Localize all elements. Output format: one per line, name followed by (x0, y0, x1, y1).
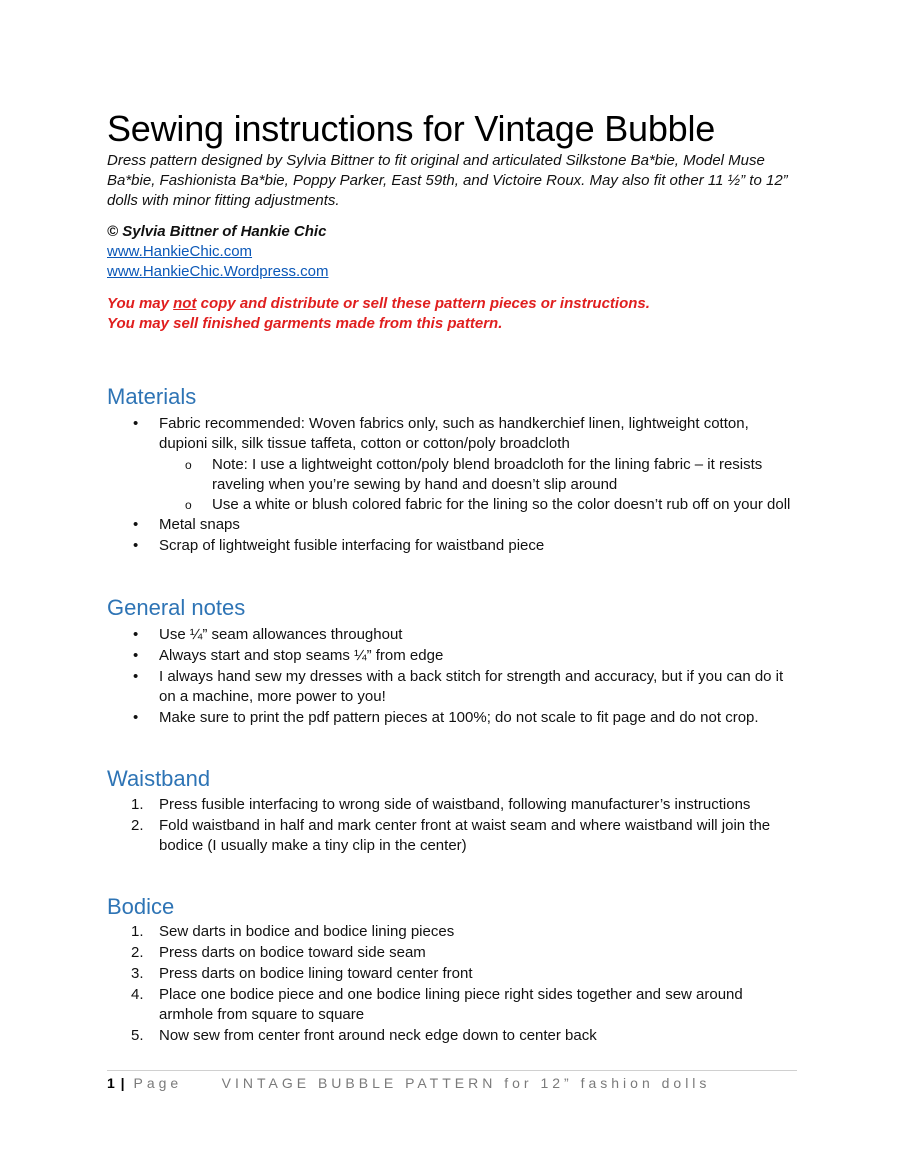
list-item-text: Sew darts in bodice and bodice lining pieces (159, 923, 455, 940)
list-item-text: Press darts on bodice lining toward center front (159, 965, 473, 982)
footer-divider (107, 1070, 797, 1071)
warning-line1-pre: You may (107, 295, 174, 312)
waistband-steps (107, 795, 797, 857)
list-item-text: Fold waistband in half and mark center front at waist seam and where waistband will join the bodice (I usually make a tiny clip in the center) (159, 817, 771, 854)
list-item: 1. Sew darts in bodice and bodice lining pieces (131, 923, 455, 940)
list-item-text: Scrap of lightweight fusible interfacing for waistband piece (159, 537, 545, 554)
list-item: • Make sure to print the pdf pattern pieces at 100%; do not scale to fit page and do not crop. (133, 709, 759, 726)
list-item: 4. Place one bodice piece and one bodice lining piece right sides together and sew around armhole from square to square (131, 986, 743, 1023)
materials-heading: Materials (107, 384, 197, 409)
copyright-line: © Sylvia Bittner of Hankie Chic (107, 223, 327, 240)
materials-list (107, 414, 797, 557)
waistband-heading: Waistband (107, 766, 211, 791)
warning-line2: You may sell finished garments made from this pattern. (107, 315, 503, 332)
page-word: Page (133, 1075, 183, 1091)
list-item-text: Press fusible interfacing to wrong side of waistband, following manufacturer’s instructions (159, 796, 751, 813)
blog-link[interactable]: www.HankieChic.Wordpress.com (107, 263, 329, 280)
list-item: 2. Fold waistband in half and mark center front at waist seam and where waistband will join the bodice (I usually make a tiny clip in the center) (131, 817, 771, 854)
sub-list-item: o Use a white or blush colored fabric for the lining so the color doesn’t rub off on your doll (185, 496, 791, 513)
bodice-steps (107, 922, 797, 1047)
footer-title: VINTAGE BUBBLE PATTERN for 12” fashion dolls (221, 1075, 711, 1091)
list-item: • Always start and stop seams ¼” from edge (133, 647, 444, 664)
copyright-warning (107, 294, 650, 334)
list-item-text: Use ¼” seam allowances throughout (159, 626, 403, 643)
list-item: • I always hand sew my dresses with a back stitch for strength and accuracy, but if you can do it on a machine, more power to you! (133, 668, 784, 705)
list-item-text: Always start and stop seams ¼” from edge (159, 647, 444, 664)
list-item: • Scrap of lightweight fusible interfacing for waistband piece (133, 537, 545, 554)
list-item-text: Use a white or blush colored fabric for the lining so the color doesn’t rub off on your doll (212, 496, 791, 513)
list-item: 1. Press fusible interfacing to wrong side of waistband, following manufacturer’s instructions (131, 796, 751, 813)
list-item-text: Note: I use a lightweight cotton/poly blend broadcloth for the lining fabric – it resists raveling when you’re sewing by hand and doesn’t slip around (212, 456, 763, 493)
list-item-text: Press darts on bodice toward side seam (159, 944, 426, 961)
list-item-text: Place one bodice piece and one bodice lining piece right sides together and sew around armhole from square to square (159, 986, 743, 1023)
warning-not: not (173, 295, 197, 312)
list-item-text: Make sure to print the pdf pattern pieces at 100%; do not scale to fit page and do not crop. (159, 709, 759, 726)
list-item-text: I always hand sew my dresses with a back stitch for strength and accuracy, but if you can do it on a machine, more power to you! (159, 668, 784, 705)
bodice-heading: Bodice (107, 894, 175, 919)
list-item-text: Fabric recommended: Woven fabrics only, such as handkerchief linen, lightweight cotton, dupioni silk, silk tissue taffeta, cotton or cotton/poly broadcloth (159, 415, 749, 452)
list-item: 3. Press darts on bodice lining toward center front (131, 965, 473, 982)
document-title: Sewing instructions for Vintage Bubble (107, 108, 716, 149)
document-subtitle: Dress pattern designed by Sylvia Bittner to fit original and articulated Silkstone Ba*bie, Model Muse Ba*bie, Fashionista Ba*bie, Poppy Parker, East 59th, and Victoire Roux. May also fit other 11 ½” to 12” dolls with minor fitting adjustments. (107, 152, 788, 209)
page-footer (107, 1074, 710, 1092)
list-item: 5. Now sew from center front around neck edge down to center back (131, 1027, 597, 1044)
page-number: 1 | (107, 1075, 126, 1091)
sub-list-item: o Note: I use a lightweight cotton/poly blend broadcloth for the lining fabric – it resists raveling when you’re sewing by hand and doesn’t slip around (185, 456, 763, 493)
list-item: • Metal snaps (133, 516, 240, 533)
list-item-text: Metal snaps (159, 516, 240, 533)
list-item-text: Now sew from center front around neck edge down to center back (159, 1027, 597, 1044)
website-link[interactable]: www.HankieChic.com (107, 243, 253, 260)
general-notes-heading: General notes (107, 595, 246, 620)
list-item: • Fabric recommended: Woven fabrics only, such as handkerchief linen, lightweight cotton, dupioni silk, silk tissue taffeta, cotton or cotton/poly broadcloth (133, 415, 749, 452)
list-item: 2. Press darts on bodice toward side seam (131, 944, 426, 961)
general-notes-list (107, 625, 797, 729)
list-item: • Use ¼” seam allowances throughout (133, 626, 403, 643)
warning-line1-post: copy and distribute or sell these pattern pieces or instructions. (196, 295, 650, 312)
